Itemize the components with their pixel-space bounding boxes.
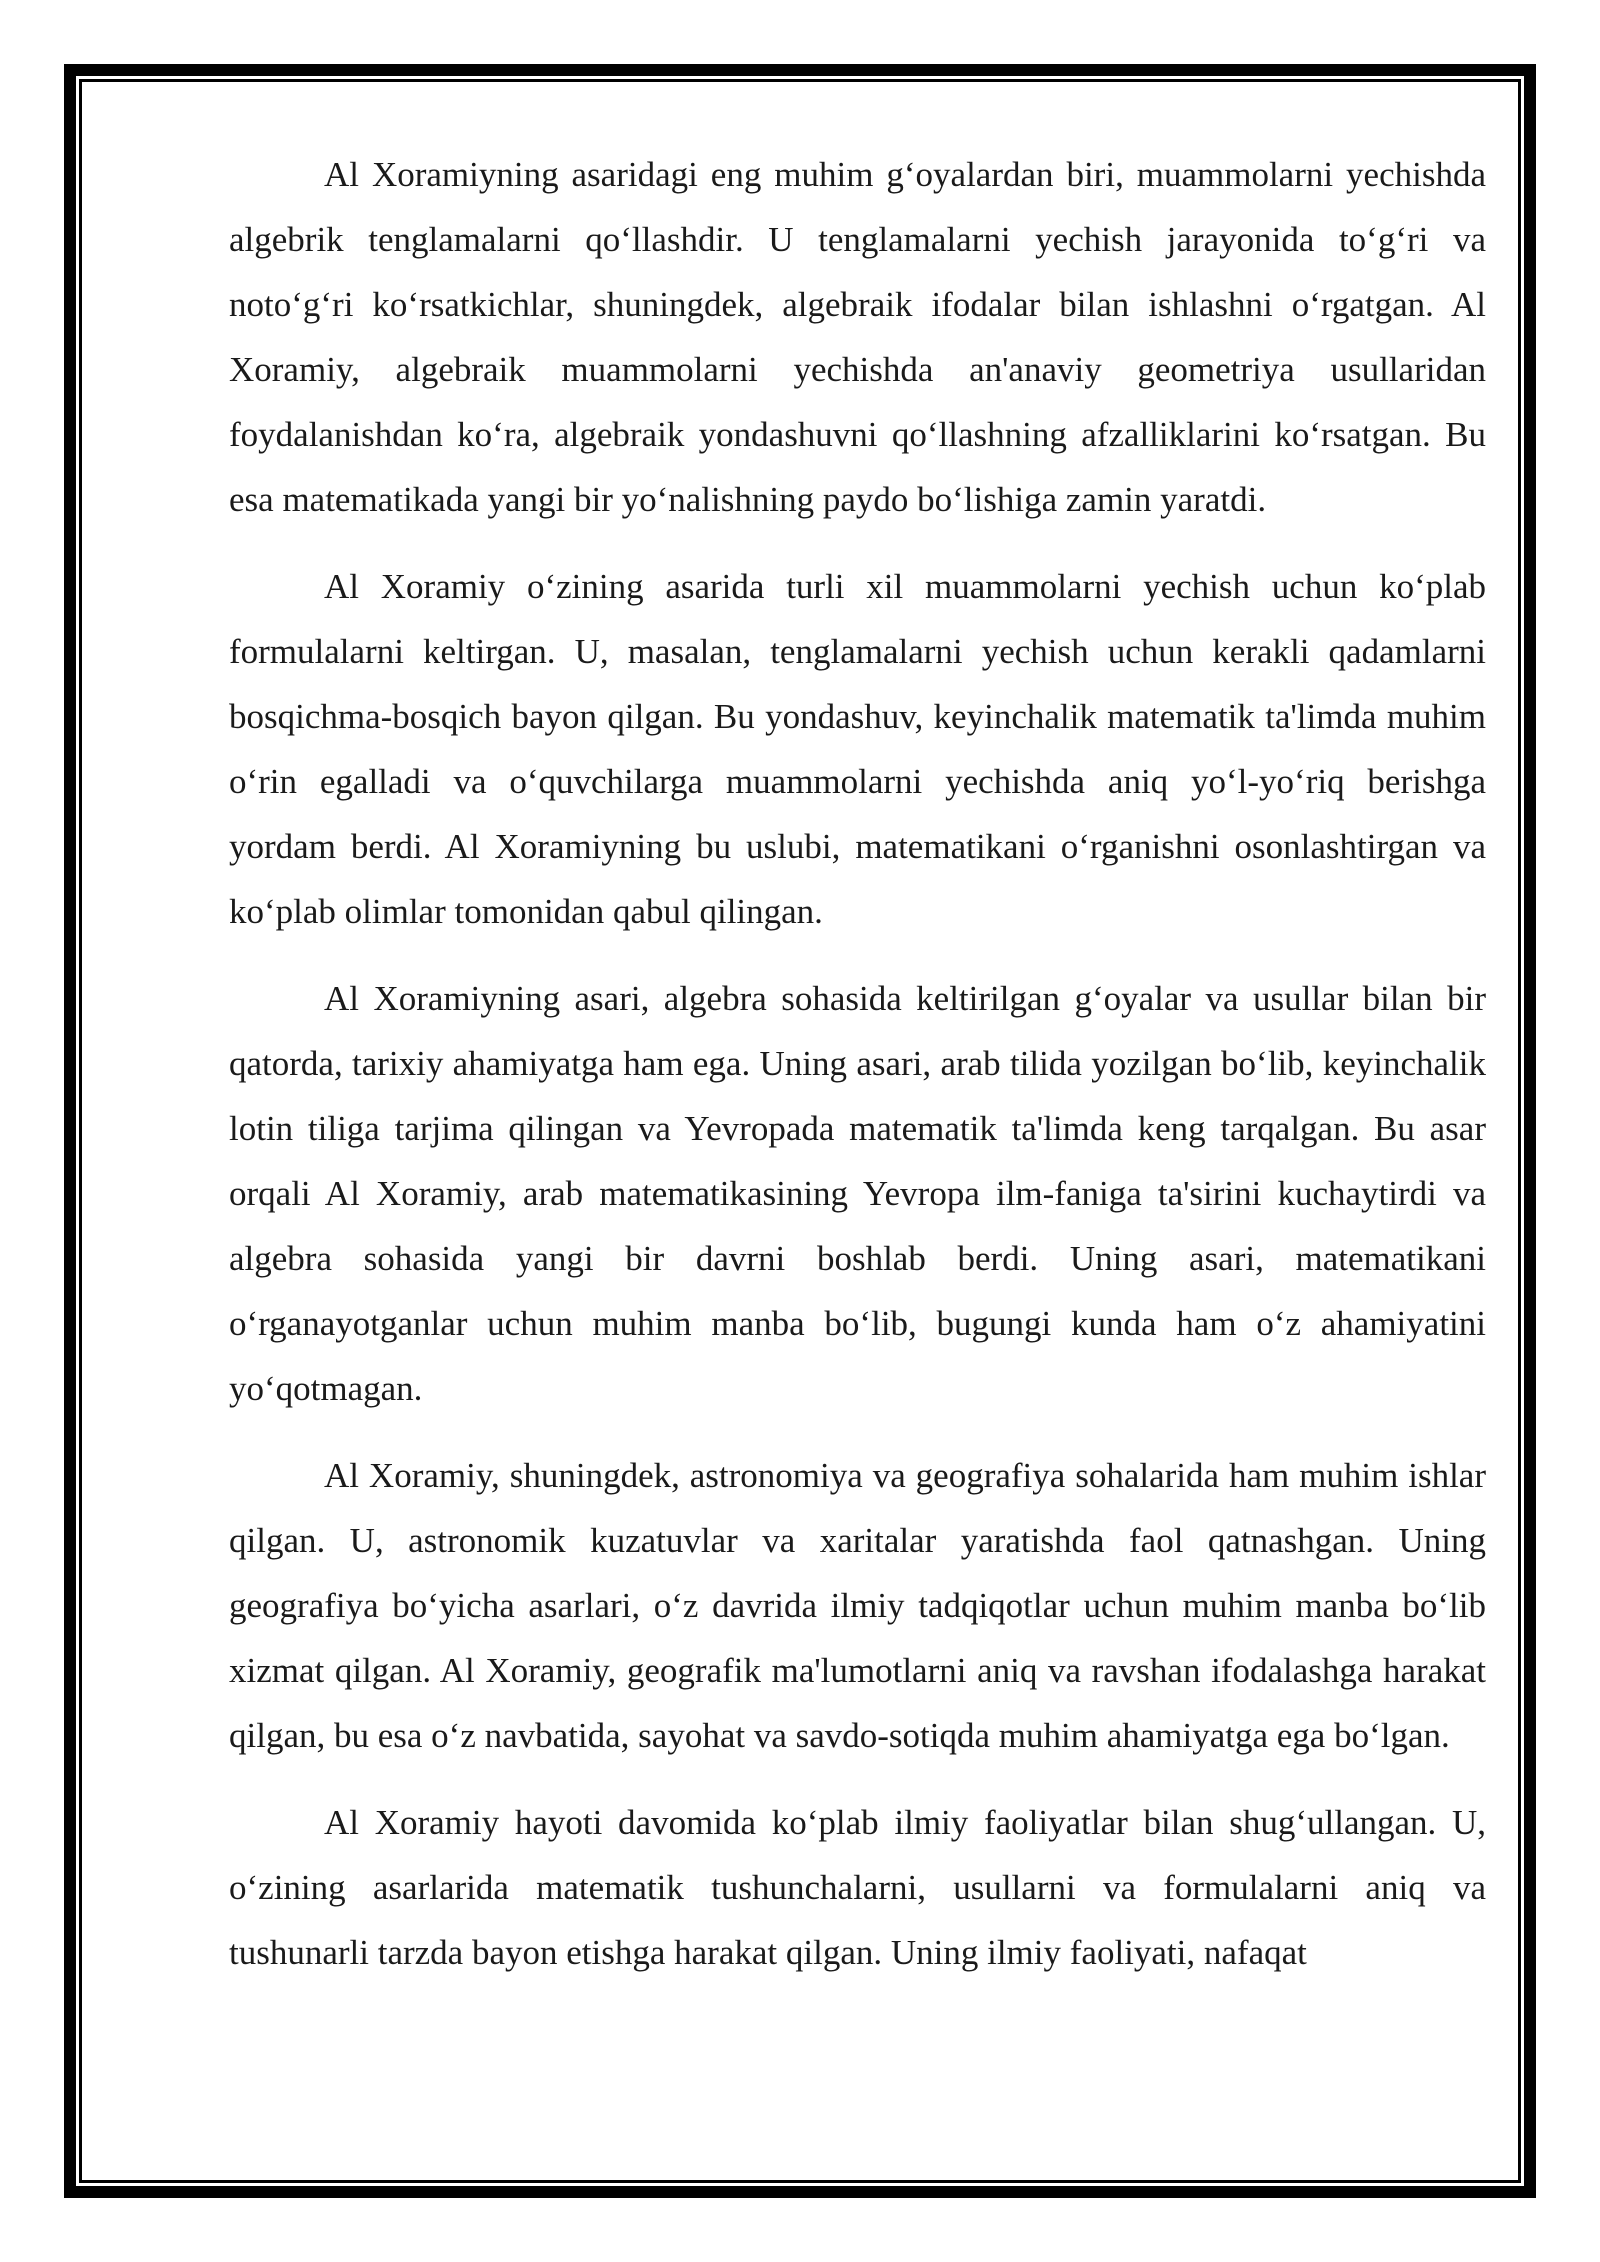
paragraph-5: Al Xoramiy hayoti davomida ko‘plab ilmiy faoliyatlar bilan shug‘ullangan. U, o‘zining asarlarida matematik tushunchalarni, usullarni va formulalarni aniq va tushunarli tarzda bayon etishga harakat qilgan. Uning ilmiy faoliyati, nafaqat [229, 1803, 1486, 1972]
paragraph-3: Al Xoramiyning asari, algebra sohasida keltirilgan g‘oyalar va usullar bilan bir qatorda, tarixiy ahamiyatga ham ega. Uning asari, arab tilida yozilgan bo‘lib, keyinchalik lotin tiliga tarjima qilingan va Yevropada matematik ta'limda keng tarqalgan. Bu asar orqali Al Xoramiy, arab matematikasining Yevropa ilm-faniga ta'sirini kuchaytirdi va algebra sohasida yangi bir davrni boshlab berdi. Uning asari, matematikani o‘rganayotganlar uchun muhim manba bo‘lib, bugungi kunda ham o‘z ahamiyatini yo‘qotmagan. [229, 979, 1486, 1408]
paragraph-4: Al Xoramiy, shuningdek, astronomiya va geografiya sohalarida ham muhim ishlar qilgan. U, astronomik kuzatuvlar va xaritalar yaratishda faol qatnashgan. Uning geografiya bo‘yicha asarlari, o‘z davrida ilmiy tadqiqotlar uchun muhim manba bo‘lib xizmat qilgan. Al Xoramiy, geografik ma'lumotlarni aniq va ravshan ifodalashga harakat qilgan, bu esa o‘z navbatida, sayohat va savdo-sotiqda muhim ahamiyatga ega bo‘lgan. [229, 1456, 1486, 1755]
paragraph-2: Al Xoramiy o‘zining asarida turli xil muammolarni yechish uchun ko‘plab formulalarni keltirgan. U, masalan, tenglamalarni yechish uchun kerakli qadamlarni bosqichma-bosqich bayon qilgan. Bu yondashuv, keyinchalik matematik ta'limda muhim o‘rin egalladi va o‘quvchilarga muammolarni yechishda aniq yo‘l-yo‘riq berishga yordam berdi. Al Xoramiyning bu uslubi, matematikani o‘rganishni osonlashtirgan va ko‘plab olimlar tomonidan qabul qilingan. [229, 567, 1486, 931]
document-body [229, 142, 1486, 2007]
paragraph-1: Al Xoramiyning asaridagi eng muhim g‘oyalardan biri, muammolarni yechishda algebrik tenglamalarni qo‘llashdir. U tenglamalarni yechish jarayonida to‘g‘ri va noto‘g‘ri ko‘rsatkichlar, shuningdek, algebraik ifodalar bilan ishlashni o‘rgatgan. Al Xoramiy, algebraik muammolarni yechishda an'anaviy geometriya usullaridan foydalanishdan ko‘ra, algebraik yondashuvni qo‘llashning afzalliklarini ko‘rsatgan. Bu esa matematikada yangi bir yo‘nalishning paydo bo‘lishiga zamin yaratdi. [229, 155, 1486, 519]
